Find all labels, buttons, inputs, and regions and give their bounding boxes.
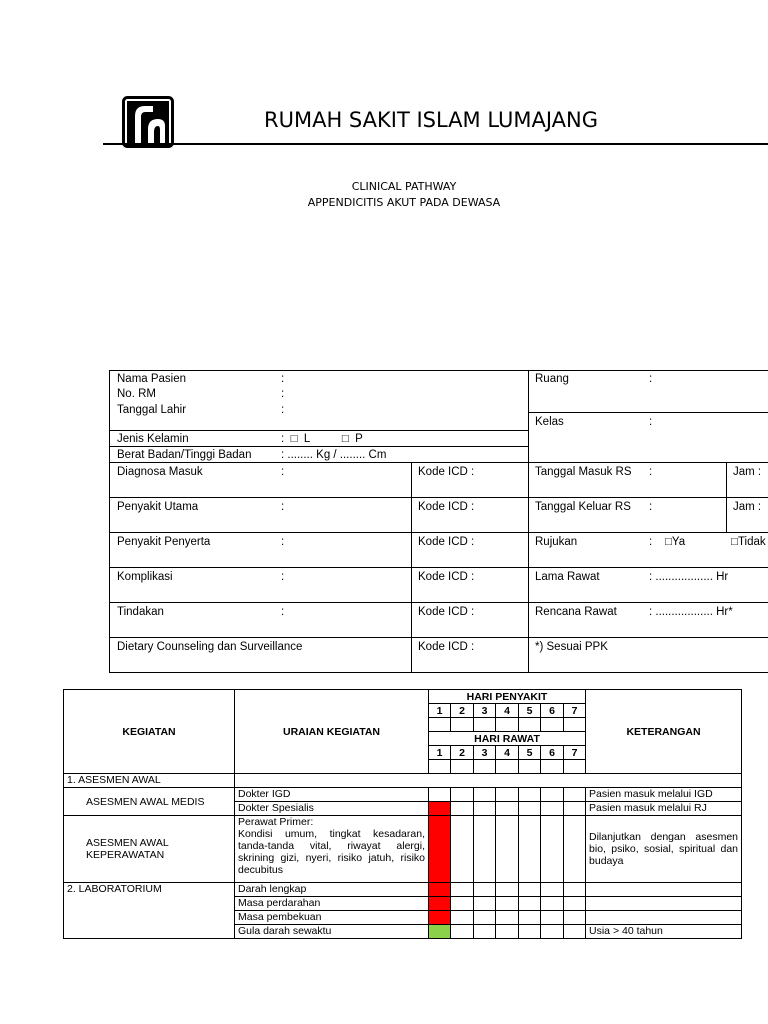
day-cell[interactable] bbox=[474, 897, 496, 911]
day-header: 7 bbox=[564, 746, 586, 760]
day-cell[interactable] bbox=[496, 897, 519, 911]
doc-title: CLINICAL PATHWAY bbox=[351, 180, 457, 193]
header-hari-penyakit: HARI PENYAKIT bbox=[429, 690, 586, 704]
ket-perawat-primer bbox=[586, 816, 742, 883]
jam-masuk[interactable]: Jam : bbox=[733, 466, 762, 478]
day-cell[interactable] bbox=[474, 925, 496, 939]
value-diagnosa-masuk[interactable]: : bbox=[281, 466, 285, 478]
day-cell-marked[interactable] bbox=[429, 897, 451, 911]
item-dokter-igd: Dokter IGD bbox=[235, 788, 429, 802]
day-cell[interactable] bbox=[519, 760, 541, 774]
day-cell[interactable] bbox=[541, 897, 564, 911]
day-cell[interactable] bbox=[451, 883, 474, 897]
label-tanggal-keluar: Tanggal Keluar RS bbox=[535, 501, 631, 513]
value-komplikasi[interactable]: : bbox=[281, 571, 285, 583]
kode-icd-penyerta[interactable]: Kode ICD : bbox=[418, 536, 475, 548]
day-cell[interactable] bbox=[541, 816, 564, 883]
kode-icd-diagnosa[interactable]: Kode ICD : bbox=[418, 466, 475, 478]
row-line bbox=[528, 412, 768, 413]
value-tanggal-keluar[interactable]: : bbox=[649, 501, 653, 513]
day-cell[interactable] bbox=[541, 718, 564, 732]
day-cell[interactable] bbox=[564, 925, 586, 939]
label-tindakan: Tindakan bbox=[117, 606, 164, 618]
day-cell[interactable] bbox=[451, 802, 474, 816]
day-header: 2 bbox=[451, 704, 474, 718]
row-line bbox=[109, 602, 768, 603]
header-hari-rawat: HARI RAWAT bbox=[429, 732, 586, 746]
value-nama-pasien[interactable]: : bbox=[281, 373, 285, 385]
row-line bbox=[109, 497, 768, 498]
day-cell[interactable] bbox=[496, 718, 519, 732]
rujukan-ya-checkbox[interactable]: : □Ya bbox=[649, 536, 686, 548]
day-cell[interactable] bbox=[451, 718, 474, 732]
day-cell[interactable] bbox=[519, 788, 541, 802]
value-penyakit-utama[interactable]: : bbox=[281, 501, 285, 513]
value-tanggal-lahir[interactable]: : bbox=[281, 404, 285, 416]
value-rencana-rawat[interactable]: : .................. Hr* bbox=[649, 606, 733, 618]
day-cell[interactable] bbox=[564, 718, 586, 732]
item-darah-lengkap: Darah lengkap bbox=[235, 883, 429, 897]
day-cell[interactable] bbox=[496, 788, 519, 802]
row-line bbox=[109, 430, 529, 431]
asesmen-kep-line1: ASESMEN AWAL bbox=[86, 837, 169, 849]
day-cell[interactable] bbox=[519, 718, 541, 732]
doc-subtitle: APPENDICITIS AKUT PADA DEWASA bbox=[307, 196, 501, 209]
empty-cell bbox=[235, 774, 742, 788]
day-cell-marked[interactable] bbox=[429, 802, 451, 816]
header-divider bbox=[103, 143, 768, 145]
label-diagnosa-masuk: Diagnosa Masuk bbox=[117, 466, 203, 478]
day-cell-marked[interactable] bbox=[429, 816, 451, 883]
day-cell[interactable] bbox=[429, 788, 451, 802]
day-cell-optional[interactable] bbox=[429, 925, 451, 939]
day-cell[interactable] bbox=[541, 911, 564, 925]
day-cell[interactable] bbox=[451, 911, 474, 925]
day-header: 6 bbox=[541, 704, 564, 718]
day-cell[interactable] bbox=[429, 760, 451, 774]
asesmen-kep-line2: KEPERAWATAN bbox=[86, 849, 165, 861]
label-kelas: Kelas bbox=[535, 416, 564, 428]
label-tanggal-lahir: Tanggal Lahir bbox=[117, 404, 187, 416]
day-header: 7 bbox=[564, 704, 586, 718]
day-cell[interactable] bbox=[429, 718, 451, 732]
value-no-rm[interactable]: : bbox=[281, 388, 285, 400]
day-cell[interactable] bbox=[519, 883, 541, 897]
day-cell[interactable] bbox=[564, 883, 586, 897]
row-line bbox=[109, 446, 529, 447]
empty-cell bbox=[586, 911, 742, 925]
item-masa-perdarahan: Masa perdarahan bbox=[235, 897, 429, 911]
perawat-primer-title: Perawat Primer: bbox=[238, 816, 314, 828]
day-cell[interactable] bbox=[564, 897, 586, 911]
underline bbox=[283, 462, 383, 463]
row-line bbox=[109, 462, 768, 463]
day-cell[interactable] bbox=[474, 883, 496, 897]
day-cell[interactable] bbox=[564, 760, 586, 774]
empty-cell bbox=[586, 897, 742, 911]
hospital-logo bbox=[122, 96, 174, 148]
day-header: 2 bbox=[451, 746, 474, 760]
day-cell[interactable] bbox=[564, 788, 586, 802]
row-line bbox=[109, 532, 768, 533]
empty-cell bbox=[586, 883, 742, 897]
row-line bbox=[109, 637, 768, 638]
day-cell[interactable] bbox=[564, 816, 586, 883]
ket-dokter-spesialis: Pasien masuk melalui RJ bbox=[586, 802, 742, 816]
day-cell[interactable] bbox=[541, 883, 564, 897]
day-cell[interactable] bbox=[496, 911, 519, 925]
day-cell[interactable] bbox=[564, 911, 586, 925]
day-cell-marked[interactable] bbox=[429, 911, 451, 925]
day-cell[interactable] bbox=[451, 788, 474, 802]
day-header: 1 bbox=[429, 704, 451, 718]
rujukan-tidak-checkbox[interactable]: □Tidak bbox=[731, 536, 766, 548]
note-sesuai-ppk: *) Sesuai PPK bbox=[535, 641, 608, 653]
jam-keluar[interactable]: Jam : bbox=[733, 501, 762, 513]
day-cell[interactable] bbox=[496, 760, 519, 774]
item-dokter-spesialis: Dokter Spesialis bbox=[235, 802, 429, 816]
day-header: 1 bbox=[429, 746, 451, 760]
label-penyakit-penyerta: Penyakit Penyerta bbox=[117, 536, 211, 548]
header-kegiatan: KEGIATAN bbox=[64, 690, 235, 774]
value-penyakit-penyerta[interactable]: : bbox=[281, 536, 285, 548]
label-penyakit-utama: Penyakit Utama bbox=[117, 501, 199, 513]
box-left-line bbox=[109, 370, 110, 673]
day-cell[interactable] bbox=[541, 760, 564, 774]
day-cell[interactable] bbox=[451, 760, 474, 774]
day-cell[interactable] bbox=[474, 802, 496, 816]
label-dietary: Dietary Counseling dan Surveillance bbox=[117, 641, 303, 653]
label-lama-rawat: Lama Rawat bbox=[535, 571, 600, 583]
value-tindakan[interactable]: : bbox=[281, 606, 285, 618]
day-cell[interactable] bbox=[496, 802, 519, 816]
label-tanggal-masuk: Tanggal Masuk RS bbox=[535, 466, 632, 478]
kode-icd-tindakan[interactable]: Kode ICD : bbox=[418, 606, 475, 618]
day-cell[interactable] bbox=[474, 816, 496, 883]
value-lama-rawat[interactable]: : .................. Hr bbox=[649, 571, 729, 583]
day-cell[interactable] bbox=[541, 802, 564, 816]
value-kelas[interactable]: : bbox=[649, 416, 653, 428]
day-cell-marked[interactable] bbox=[429, 883, 451, 897]
ket-perawat-text: Dilanjutkan dengan asesmen bio, psiko, sosial, spiritual dan budaya bbox=[589, 831, 739, 867]
box-top-line bbox=[109, 370, 768, 371]
day-header: 5 bbox=[519, 704, 541, 718]
day-cell[interactable] bbox=[474, 718, 496, 732]
ket-dokter-igd: Pasien masuk melalui IGD bbox=[586, 788, 742, 802]
day-header: 4 bbox=[496, 746, 519, 760]
item-gula-darah: Gula darah sewaktu bbox=[235, 925, 429, 939]
day-cell[interactable] bbox=[519, 911, 541, 925]
header-keterangan: KETERANGAN bbox=[586, 690, 742, 774]
day-header: 3 bbox=[474, 746, 496, 760]
ket-gula-darah: Usia > 40 tahun bbox=[586, 925, 742, 939]
day-cell[interactable] bbox=[474, 788, 496, 802]
day-cell[interactable] bbox=[451, 897, 474, 911]
value-berat-tinggi[interactable]: : ........ Kg / ........ Cm bbox=[281, 449, 387, 461]
row-line bbox=[109, 567, 768, 568]
section-asesmen-awal: 1. ASESMEN AWAL bbox=[64, 774, 235, 788]
kode-icd-komplikasi[interactable]: Kode ICD : bbox=[418, 571, 475, 583]
day-header: 5 bbox=[519, 746, 541, 760]
day-cell[interactable] bbox=[496, 883, 519, 897]
activity-table bbox=[63, 689, 742, 939]
day-cell[interactable] bbox=[496, 816, 519, 883]
day-cell[interactable] bbox=[519, 802, 541, 816]
box-bottom-line bbox=[109, 672, 768, 673]
day-header: 6 bbox=[541, 746, 564, 760]
hospital-name: RUMAH SAKIT ISLAM LUMAJANG bbox=[264, 108, 599, 132]
label-ruang: Ruang bbox=[535, 373, 569, 385]
kode-icd-utama[interactable]: Kode ICD : bbox=[418, 501, 475, 513]
day-cell[interactable] bbox=[451, 816, 474, 883]
day-cell[interactable] bbox=[564, 802, 586, 816]
item-perawat-primer bbox=[235, 816, 429, 883]
day-cell[interactable] bbox=[541, 788, 564, 802]
value-ruang[interactable]: : bbox=[649, 373, 653, 385]
label-nama-pasien: Nama Pasien bbox=[117, 373, 187, 385]
kode-icd-dietary[interactable]: Kode ICD : bbox=[418, 641, 475, 653]
label-rujukan: Rujukan bbox=[535, 536, 578, 548]
day-cell[interactable] bbox=[519, 897, 541, 911]
asesmen-keperawatan bbox=[64, 816, 235, 883]
day-cell[interactable] bbox=[496, 925, 519, 939]
label-berat-tinggi: Berat Badan/Tinggi Badan bbox=[117, 449, 252, 461]
header-uraian: URAIAN KEGIATAN bbox=[235, 690, 429, 774]
day-cell[interactable] bbox=[519, 816, 541, 883]
box-mid-line bbox=[528, 370, 529, 673]
label-komplikasi: Komplikasi bbox=[117, 571, 173, 583]
label-jenis-kelamin: Jenis Kelamin bbox=[117, 433, 189, 445]
label-no-rm: No. RM bbox=[117, 388, 156, 400]
perawat-primer-detail: Kondisi umum, tingkat kesadaran, tanda-tanda vital, riwayat alergi, skrining gizi, nyeri, risiko jatuh, risiko decubitus bbox=[238, 828, 425, 876]
day-cell[interactable] bbox=[474, 911, 496, 925]
item-masa-pembekuan: Masa pembekuan bbox=[235, 911, 429, 925]
value-tanggal-masuk[interactable]: : bbox=[649, 466, 653, 478]
day-header: 4 bbox=[496, 704, 519, 718]
asesmen-medis: ASESMEN AWAL MEDIS bbox=[64, 788, 235, 816]
day-header: 3 bbox=[474, 704, 496, 718]
day-cell[interactable] bbox=[451, 925, 474, 939]
day-cell[interactable] bbox=[474, 760, 496, 774]
section-laboratorium: 2. LABORATORIUM bbox=[64, 883, 235, 939]
day-cell[interactable] bbox=[519, 925, 541, 939]
label-rencana-rawat: Rencana Rawat bbox=[535, 606, 617, 618]
day-cell[interactable] bbox=[541, 925, 564, 939]
gender-checkboxes[interactable]: : □ L □ P bbox=[281, 433, 363, 445]
